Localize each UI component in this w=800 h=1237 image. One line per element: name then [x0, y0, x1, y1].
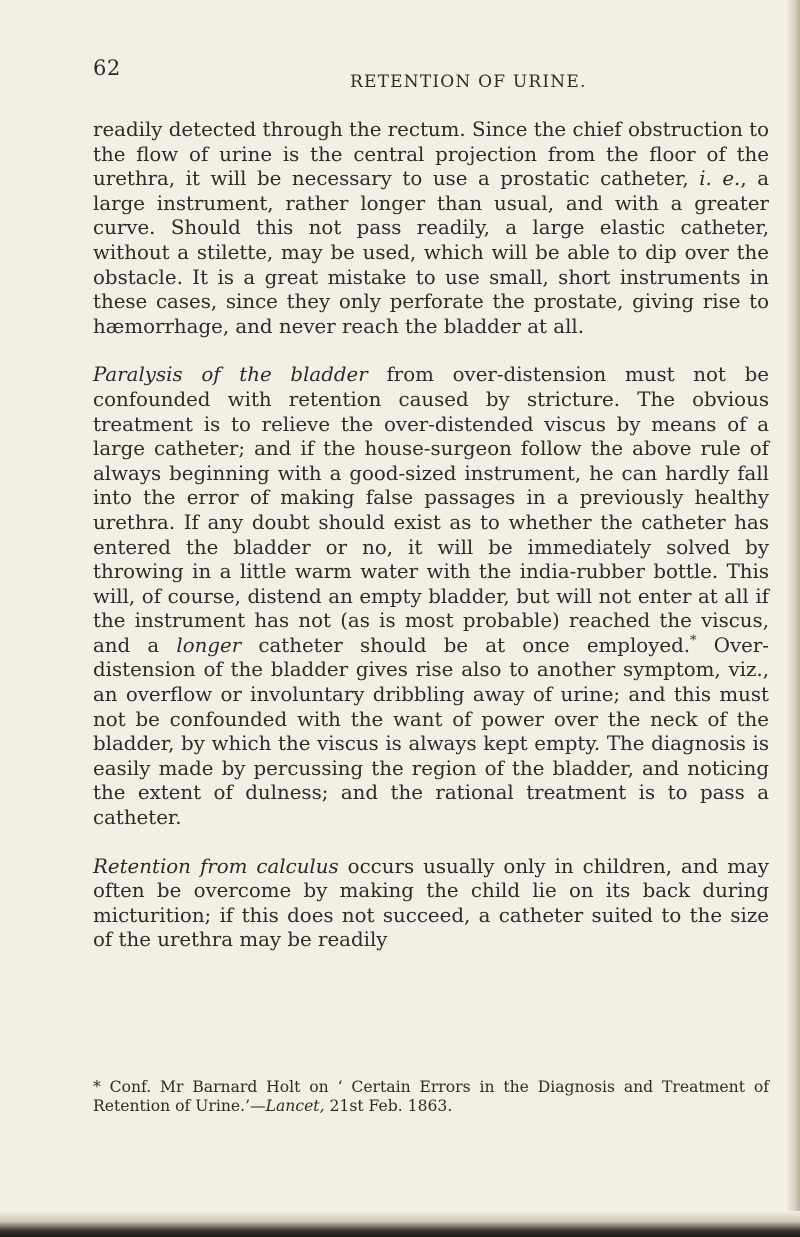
page-bottom-edge	[0, 1211, 800, 1237]
section-lead-italic: Paralysis of the bladder	[93, 363, 368, 387]
running-title: RETENTION OF URINE.	[350, 72, 587, 92]
text-run: occurs usually only in children, and may often be overcome by making the child lie on its back during micturition; if this does not succeed, a catheter suited to the size of the urethra may be readily	[93, 854, 769, 952]
text-run: catheter should be at once employed.	[241, 633, 691, 657]
italic-run: i. e.	[699, 167, 741, 191]
body-text	[93, 118, 769, 953]
page-number: 62	[93, 56, 121, 80]
paragraph-paralysis-of-bladder	[93, 363, 769, 830]
text-run: Conf. Mr Barnard Holt on ‘ Certain Errors in the Diagnosis and Treatment of Retention of Urine.’—	[93, 1078, 769, 1115]
paragraph-retention-from-calculus	[93, 855, 769, 953]
italic-run: Lancet,	[265, 1097, 325, 1115]
text-run: , a large instrument, rather longer than usual, and with a greater curve. Should this not pass readily, a large elastic catheter, without a stilette, may be used, which will be able to dip over the obstacle. It is a great mistake to use small, short instruments in these cases, since they only perforate the prostate, giving rise to hæmorrhage, and never reach the bladder at all.	[93, 167, 769, 338]
text-run: from over-distension must not be confounded with retention caused by stricture. The obvious treatment is to relieve the over-distended viscus by means of a large catheter; and if the house-surgeon follow the above rule of always beginning with a good-sized instrument, he can hardly fall into the error of making false passages in a previously healthy urethra. If any doubt should exist as to whether the catheter has entered the bladder or no, it will be immediately solved by throwing in a little warm water with the india-rubber bottle. This will, of course, distend an empty bladder, but will not enter at all if the instrument has not (as is most probable) reached the viscus, and a	[93, 363, 769, 657]
paragraph-prostatic-catheter	[93, 118, 769, 339]
text-run: 21st Feb. 1863.	[324, 1097, 453, 1115]
footnote-marker: *	[690, 633, 697, 649]
text-run: Over-distension of the bladder gives rise also to another symptom, viz., an overflow or involuntary dribbling away of urine; and this must not be confounded with the want of power over the neck of the bladder, by which the viscus is always kept empty. The diagnosis is easily made by percussing the region of the bladder, and noticing the extent of dulness; and the rational treatment is to pass a catheter.	[93, 633, 769, 830]
text-run: readily detected through the rectum. Since the chief obstruction to the flow of urine is the central projection from the floor of the urethra, it will be necessary to use a prostatic catheter,	[93, 118, 769, 191]
footnote	[93, 1078, 769, 1116]
section-lead-italic: Retention from calculus	[93, 854, 339, 878]
italic-run: longer	[176, 633, 242, 657]
page-edge-shadow	[786, 0, 800, 1237]
footnote-marker: *	[93, 1078, 101, 1096]
